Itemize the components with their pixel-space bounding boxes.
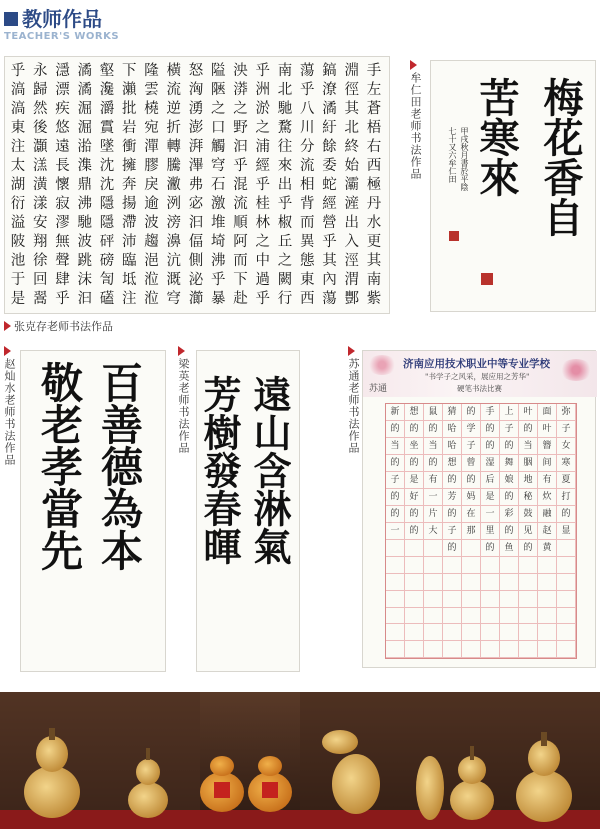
- grid-cell: 显: [557, 523, 576, 540]
- grid-cell: [500, 574, 519, 591]
- su-calligraphy-work: [362, 350, 596, 668]
- grid-cell: [386, 624, 405, 641]
- grid-cell: 后: [481, 472, 500, 489]
- grid-cell: [500, 591, 519, 608]
- triangle-marker-icon: [4, 321, 11, 331]
- grid-cell: [519, 591, 538, 608]
- grid-cell: [557, 641, 576, 658]
- page-subtitle: TEACHER'S WORKS: [4, 31, 120, 42]
- grid-cell: [538, 574, 557, 591]
- grid-cell: [386, 591, 405, 608]
- grid-cell: 有: [424, 472, 443, 489]
- grid-cell: 叶: [519, 404, 538, 421]
- zhang-column: 怒 洶 湧 澎 湃 滭 弗 宓 汩 偪 側 泌 瀄: [188, 63, 204, 307]
- grid-cell: [386, 540, 405, 557]
- gourd-photo-illustration: [0, 692, 600, 829]
- grid-cell: 里: [481, 523, 500, 540]
- zhang-column: 淵 徑 其 北 終 始 灞 滻 出 入 涇 渭 酆: [344, 63, 359, 307]
- grid-cell: [424, 641, 443, 658]
- red-seal-icon: [449, 231, 459, 241]
- grid-cell: 的: [386, 506, 405, 523]
- zhang-column: 手 左 蒼 梧 右 西 極 丹 水 更 其 南 紫: [366, 63, 382, 307]
- grid-cell: [386, 641, 405, 658]
- page-title: 教师作品: [22, 7, 102, 31]
- grid-cell: 的: [500, 489, 519, 506]
- grid-cell: [557, 624, 576, 641]
- grid-cell: 的: [443, 472, 462, 489]
- zhao-work-label: 赵灿水老师书法作品: [3, 358, 16, 466]
- red-seal-icon: [481, 273, 493, 285]
- grid-cell: 的: [519, 421, 538, 438]
- su-contest-title: 硬笔书法比赛: [457, 384, 502, 393]
- su-work-label: 苏通老师书法作品: [347, 358, 360, 454]
- grid-cell: 间: [538, 455, 557, 472]
- zhang-column: 下 瀨 批 岩 衝 擁 奔 揚 滯 沛 臨 坻 注: [122, 63, 137, 307]
- grid-cell: 黄: [538, 540, 557, 557]
- zhang-column: 乎 洲 淤 之 浦 經 乎 桂 林 之 中 過 乎: [255, 63, 270, 307]
- grid-cell: 是: [405, 472, 424, 489]
- grid-cell: 那: [462, 523, 481, 540]
- mou-column-2: 苦寒來: [473, 77, 520, 197]
- grid-cell: 一: [386, 523, 405, 540]
- zhang-column: 橫 流 逆 折 轉 騰 潎 洌 滂 濞 沆 溉 穹: [166, 63, 181, 307]
- grid-cell: 地: [519, 472, 538, 489]
- grid-cell: 的: [500, 523, 519, 540]
- grid-cell: 片: [424, 506, 443, 523]
- grid-cell: [500, 641, 519, 658]
- su-slogan: "书学子之风采，展应用之芳华": [425, 372, 530, 381]
- mou-column-1: 梅花香自: [537, 77, 584, 237]
- triangle-marker-icon: [4, 346, 11, 356]
- grid-cell: [500, 608, 519, 625]
- grid-cell: [481, 641, 500, 658]
- grid-cell: 有: [538, 472, 557, 489]
- liang-work-label: 梁英老师书法作品: [177, 358, 190, 454]
- grid-cell: [424, 624, 443, 641]
- grid-cell: [557, 608, 576, 625]
- grid-cell: 鱼: [500, 540, 519, 557]
- grid-cell: [405, 557, 424, 574]
- grid-cell: 融: [538, 506, 557, 523]
- zhang-column: 隆 雲 橈 宛 潬 膠 戾 逾 波 趨 浥 涖 涖: [144, 63, 159, 307]
- grid-cell: [443, 624, 462, 641]
- grid-cell: 当: [386, 438, 405, 455]
- liang-column-2: 芳樹發春暉: [197, 375, 242, 565]
- grid-cell: 手: [481, 404, 500, 421]
- grid-cell: [519, 641, 538, 658]
- grid-cell: 好: [405, 489, 424, 506]
- grid-cell: 娘: [500, 472, 519, 489]
- grid-cell: 妈: [462, 489, 481, 506]
- triangle-marker-icon: [348, 346, 355, 356]
- grid-cell: 的: [386, 455, 405, 472]
- grid-cell: 的: [462, 472, 481, 489]
- grid-cell: [538, 641, 557, 658]
- grid-cell: 一: [481, 506, 500, 523]
- grid-cell: [557, 540, 576, 557]
- grid-cell: [443, 591, 462, 608]
- grid-cell: 的: [481, 421, 500, 438]
- grid-cell: [500, 557, 519, 574]
- mou-inscription-2: 七十又六牟仁田: [448, 127, 457, 183]
- grid-cell: 子: [386, 472, 405, 489]
- grid-cell: [519, 557, 538, 574]
- zhang-work-label: 张克存老师书法作品: [14, 320, 113, 333]
- plum-blossom-icon: [559, 359, 593, 381]
- zhang-column: 蕩 乎 八 川 分 流 相 背 而 異 態 東 西: [300, 63, 315, 307]
- grid-cell: [443, 641, 462, 658]
- su-name: 苏通: [369, 384, 388, 394]
- grid-cell: [538, 608, 557, 625]
- grid-cell: [481, 557, 500, 574]
- grid-cell: [405, 608, 424, 625]
- grid-cell: [424, 574, 443, 591]
- grid-cell: 是: [481, 489, 500, 506]
- mou-calligraphy-work: [430, 60, 596, 312]
- zhang-column: 南 北 馳 騖 往 來 出 乎 椒 丘 之 闕 行: [277, 63, 293, 307]
- grid-cell: 鼠: [424, 404, 443, 421]
- grid-cell: 的: [386, 421, 405, 438]
- header-square-icon: [4, 12, 18, 26]
- grid-cell: 的: [443, 506, 462, 523]
- triangle-marker-icon: [410, 60, 417, 70]
- grid-cell: [481, 591, 500, 608]
- grid-cell: 簪: [538, 438, 557, 455]
- zhang-column: 壑 瀺 灂 霣 墜 沈 沈 隱 隱 砰 磅 訇 礚: [99, 63, 115, 307]
- grid-cell: 寒: [557, 455, 576, 472]
- grid-cell: 见: [519, 523, 538, 540]
- grid-cell: 的: [424, 421, 443, 438]
- grid-cell: 胭: [519, 455, 538, 472]
- grid-cell: [462, 591, 481, 608]
- grid-cell: [386, 557, 405, 574]
- grid-cell: 哈: [443, 438, 462, 455]
- grid-cell: [519, 574, 538, 591]
- grid-cell: [519, 624, 538, 641]
- grid-cell: 子: [462, 438, 481, 455]
- grid-cell: [405, 641, 424, 658]
- grid-cell: [538, 624, 557, 641]
- liang-calligraphy-work: [196, 350, 300, 672]
- grid-cell: [462, 557, 481, 574]
- grid-cell: 的: [481, 438, 500, 455]
- grid-cell: 的: [405, 506, 424, 523]
- grid-cell: 芳: [443, 489, 462, 506]
- zhang-text-columns: [9, 63, 383, 307]
- grid-cell: [405, 574, 424, 591]
- grid-cell: 炊: [538, 489, 557, 506]
- grid-cell: 彩: [500, 506, 519, 523]
- grid-cell: 面: [538, 404, 557, 421]
- grid-cell: 的: [405, 455, 424, 472]
- grid-cell: [462, 641, 481, 658]
- grid-cell: 当: [519, 438, 538, 455]
- mou-work-label: 牟仁田老师书法作品: [409, 72, 422, 180]
- zhao-calligraphy-work: [20, 350, 166, 672]
- grid-cell: 学: [462, 421, 481, 438]
- grid-cell: 想: [443, 455, 462, 472]
- grid-cell: [500, 624, 519, 641]
- grid-cell: 赵: [538, 523, 557, 540]
- grid-cell: [481, 608, 500, 625]
- gourd-carving-photo: [0, 692, 600, 829]
- grid-cell: [443, 608, 462, 625]
- grid-cell: [424, 591, 443, 608]
- grid-cell: [386, 574, 405, 591]
- zhang-column: 濦 漂 疾 悠 遠 長 懷 寂 漻 無 聲 肆 乎: [55, 63, 70, 307]
- grid-cell: 的: [462, 404, 481, 421]
- plum-blossom-icon: [367, 355, 397, 375]
- zhang-calligraphy-work: [4, 56, 390, 314]
- grid-cell: [405, 540, 424, 557]
- grid-cell: 的: [405, 421, 424, 438]
- grid-cell: [424, 557, 443, 574]
- grid-cell: 大: [424, 523, 443, 540]
- zhao-column-2: 敬老孝當先: [35, 361, 84, 571]
- grid-cell: 的: [500, 438, 519, 455]
- grid-cell: 想: [405, 404, 424, 421]
- zhang-column: 鎬 潦 潏 紆 餘 委 蛇 經 營 乎 其 內 蕩: [322, 63, 337, 307]
- grid-cell: 的: [557, 506, 576, 523]
- grid-cell: 哈: [443, 421, 462, 438]
- grid-cell: [462, 608, 481, 625]
- zhang-column: 乎 滈 滈 東 注 太 湖 衍 溢 陂 池 于 是: [10, 63, 26, 307]
- grid-cell: 的: [424, 455, 443, 472]
- grid-cell: [557, 591, 576, 608]
- grid-cell: 弥: [557, 404, 576, 421]
- grid-cell: 的: [405, 523, 424, 540]
- grid-cell: 猜: [443, 404, 462, 421]
- mou-inscription-1: 甲戌秋月書於平陰: [460, 127, 469, 191]
- grid-cell: [557, 557, 576, 574]
- grid-cell: [424, 540, 443, 557]
- zhang-column: 永 歸 然 後 灝 溔 潢 漾 安 翔 徐 回 翯: [33, 63, 48, 307]
- grid-cell: 的: [481, 540, 500, 557]
- zhang-column: 潏 潏 淈 淈 湁 潗 鼎 沸 馳 波 跳 沫 汩: [77, 63, 92, 307]
- grid-cell: [557, 574, 576, 591]
- liang-column-1: 遠山含淋氣: [247, 375, 292, 565]
- grid-cell: 的: [443, 540, 462, 557]
- grid-cell: 一: [424, 489, 443, 506]
- grid-cell: [462, 624, 481, 641]
- grid-cell: 上: [500, 404, 519, 421]
- grid-cell: [462, 540, 481, 557]
- grid-cell: 湿: [481, 455, 500, 472]
- grid-cell: [405, 591, 424, 608]
- grid-cell: 在: [462, 506, 481, 523]
- zhao-column-1: 百善德為本: [95, 361, 144, 571]
- grid-cell: 坐: [405, 438, 424, 455]
- grid-cell: [538, 591, 557, 608]
- grid-cell: [424, 608, 443, 625]
- grid-cell: 的: [386, 489, 405, 506]
- grid-cell: [481, 624, 500, 641]
- zhang-column: 隘 陿 之 口 觸 穹 石 激 堆 埼 沸 乎 暴: [211, 63, 226, 307]
- grid-cell: 秘: [519, 489, 538, 506]
- grid-cell: [519, 608, 538, 625]
- grid-cell: 子: [443, 523, 462, 540]
- grid-cell: 鼓: [519, 506, 538, 523]
- grid-cell: [538, 557, 557, 574]
- grid-cell: 女: [557, 438, 576, 455]
- grid-cell: [462, 574, 481, 591]
- grid-cell: 舞: [500, 455, 519, 472]
- su-writing-grid: [385, 403, 577, 659]
- grid-cell: 夏: [557, 472, 576, 489]
- grid-cell: [481, 574, 500, 591]
- grid-cell: 的: [519, 540, 538, 557]
- grid-cell: [386, 608, 405, 625]
- grid-cell: 曾: [462, 455, 481, 472]
- grid-cell: 新: [386, 404, 405, 421]
- triangle-marker-icon: [178, 346, 185, 356]
- grid-cell: [405, 624, 424, 641]
- grid-cell: 当: [424, 438, 443, 455]
- su-school-name: 济南应用技术职业中等专业学校: [403, 358, 550, 370]
- grid-cell: 子: [557, 421, 576, 438]
- grid-cell: [443, 574, 462, 591]
- grid-cell: [443, 557, 462, 574]
- zhang-column: 泱 漭 之 野 汩 乎 混 流 順 阿 而 下 赴: [233, 63, 248, 307]
- grid-cell: 叶: [538, 421, 557, 438]
- grid-cell: 子: [500, 421, 519, 438]
- grid-cell: 打: [557, 489, 576, 506]
